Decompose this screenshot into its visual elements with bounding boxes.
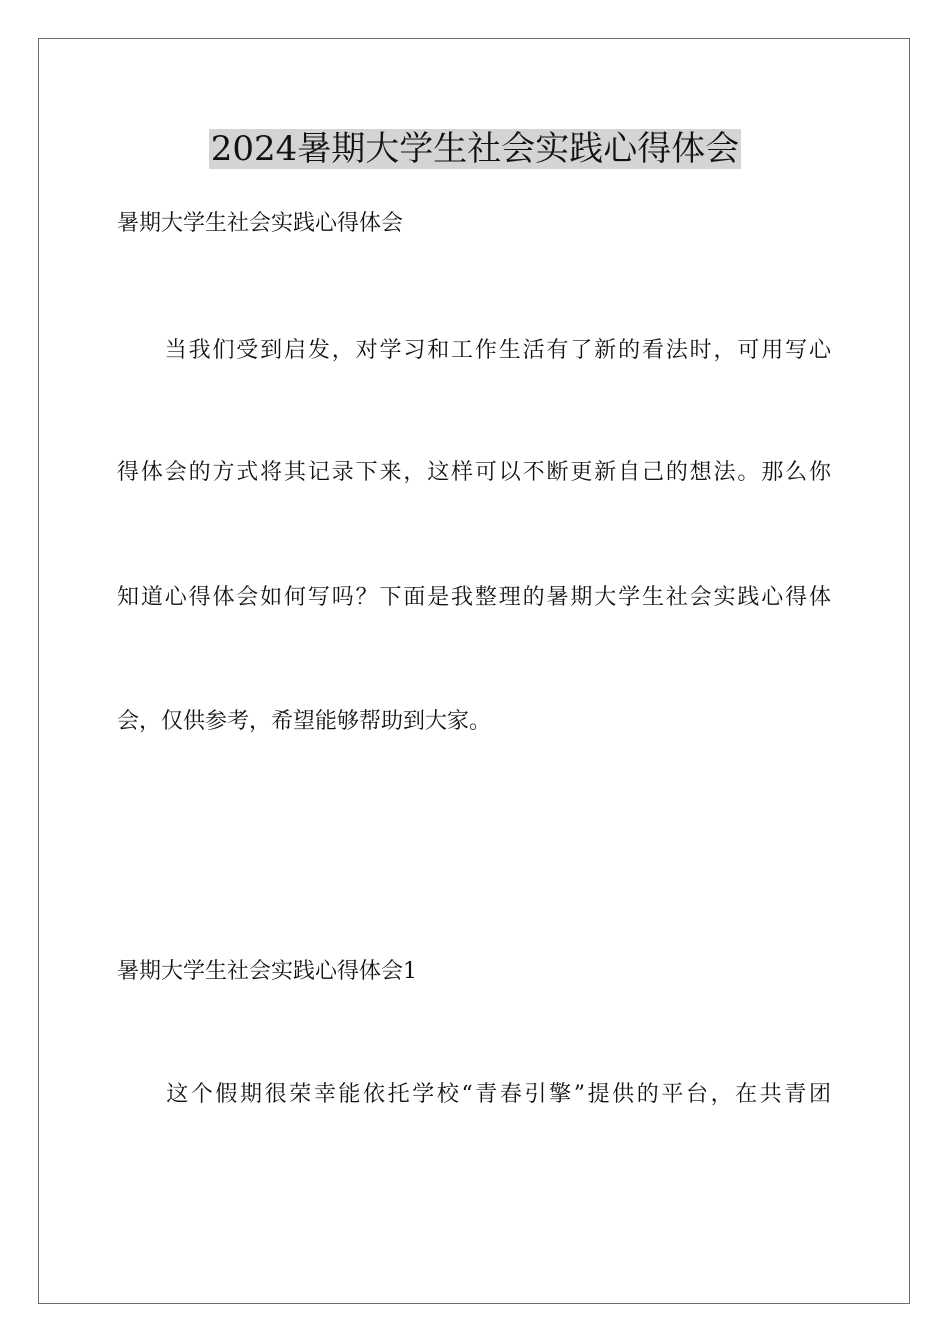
intro-line-2: 得体会的方式将其记录下来，这样可以不断更新自己的想法。那么你 [117,460,831,485]
document-title [0,126,950,172]
document-subtitle: 暑期大学生社会实践心得体会 [117,211,404,236]
section-body-line-1: 这个假期很荣幸能依托学校“青春引擎”提供的平台，在共青团 [117,1082,831,1107]
intro-line-1: 当我们受到启发，对学习和工作生活有了新的看法时，可用写心 [117,338,831,363]
document-title-text: 2024暑期大学生社会实践心得体会 [210,129,740,169]
intro-line-3: 知道心得体会如何写吗？下面是我整理的暑期大学生社会实践心得体 [117,585,831,610]
intro-line-4: 会，仅供参考，希望能够帮助到大家。 [117,709,492,734]
section-heading: 暑期大学生社会实践心得体会1 [117,959,417,984]
